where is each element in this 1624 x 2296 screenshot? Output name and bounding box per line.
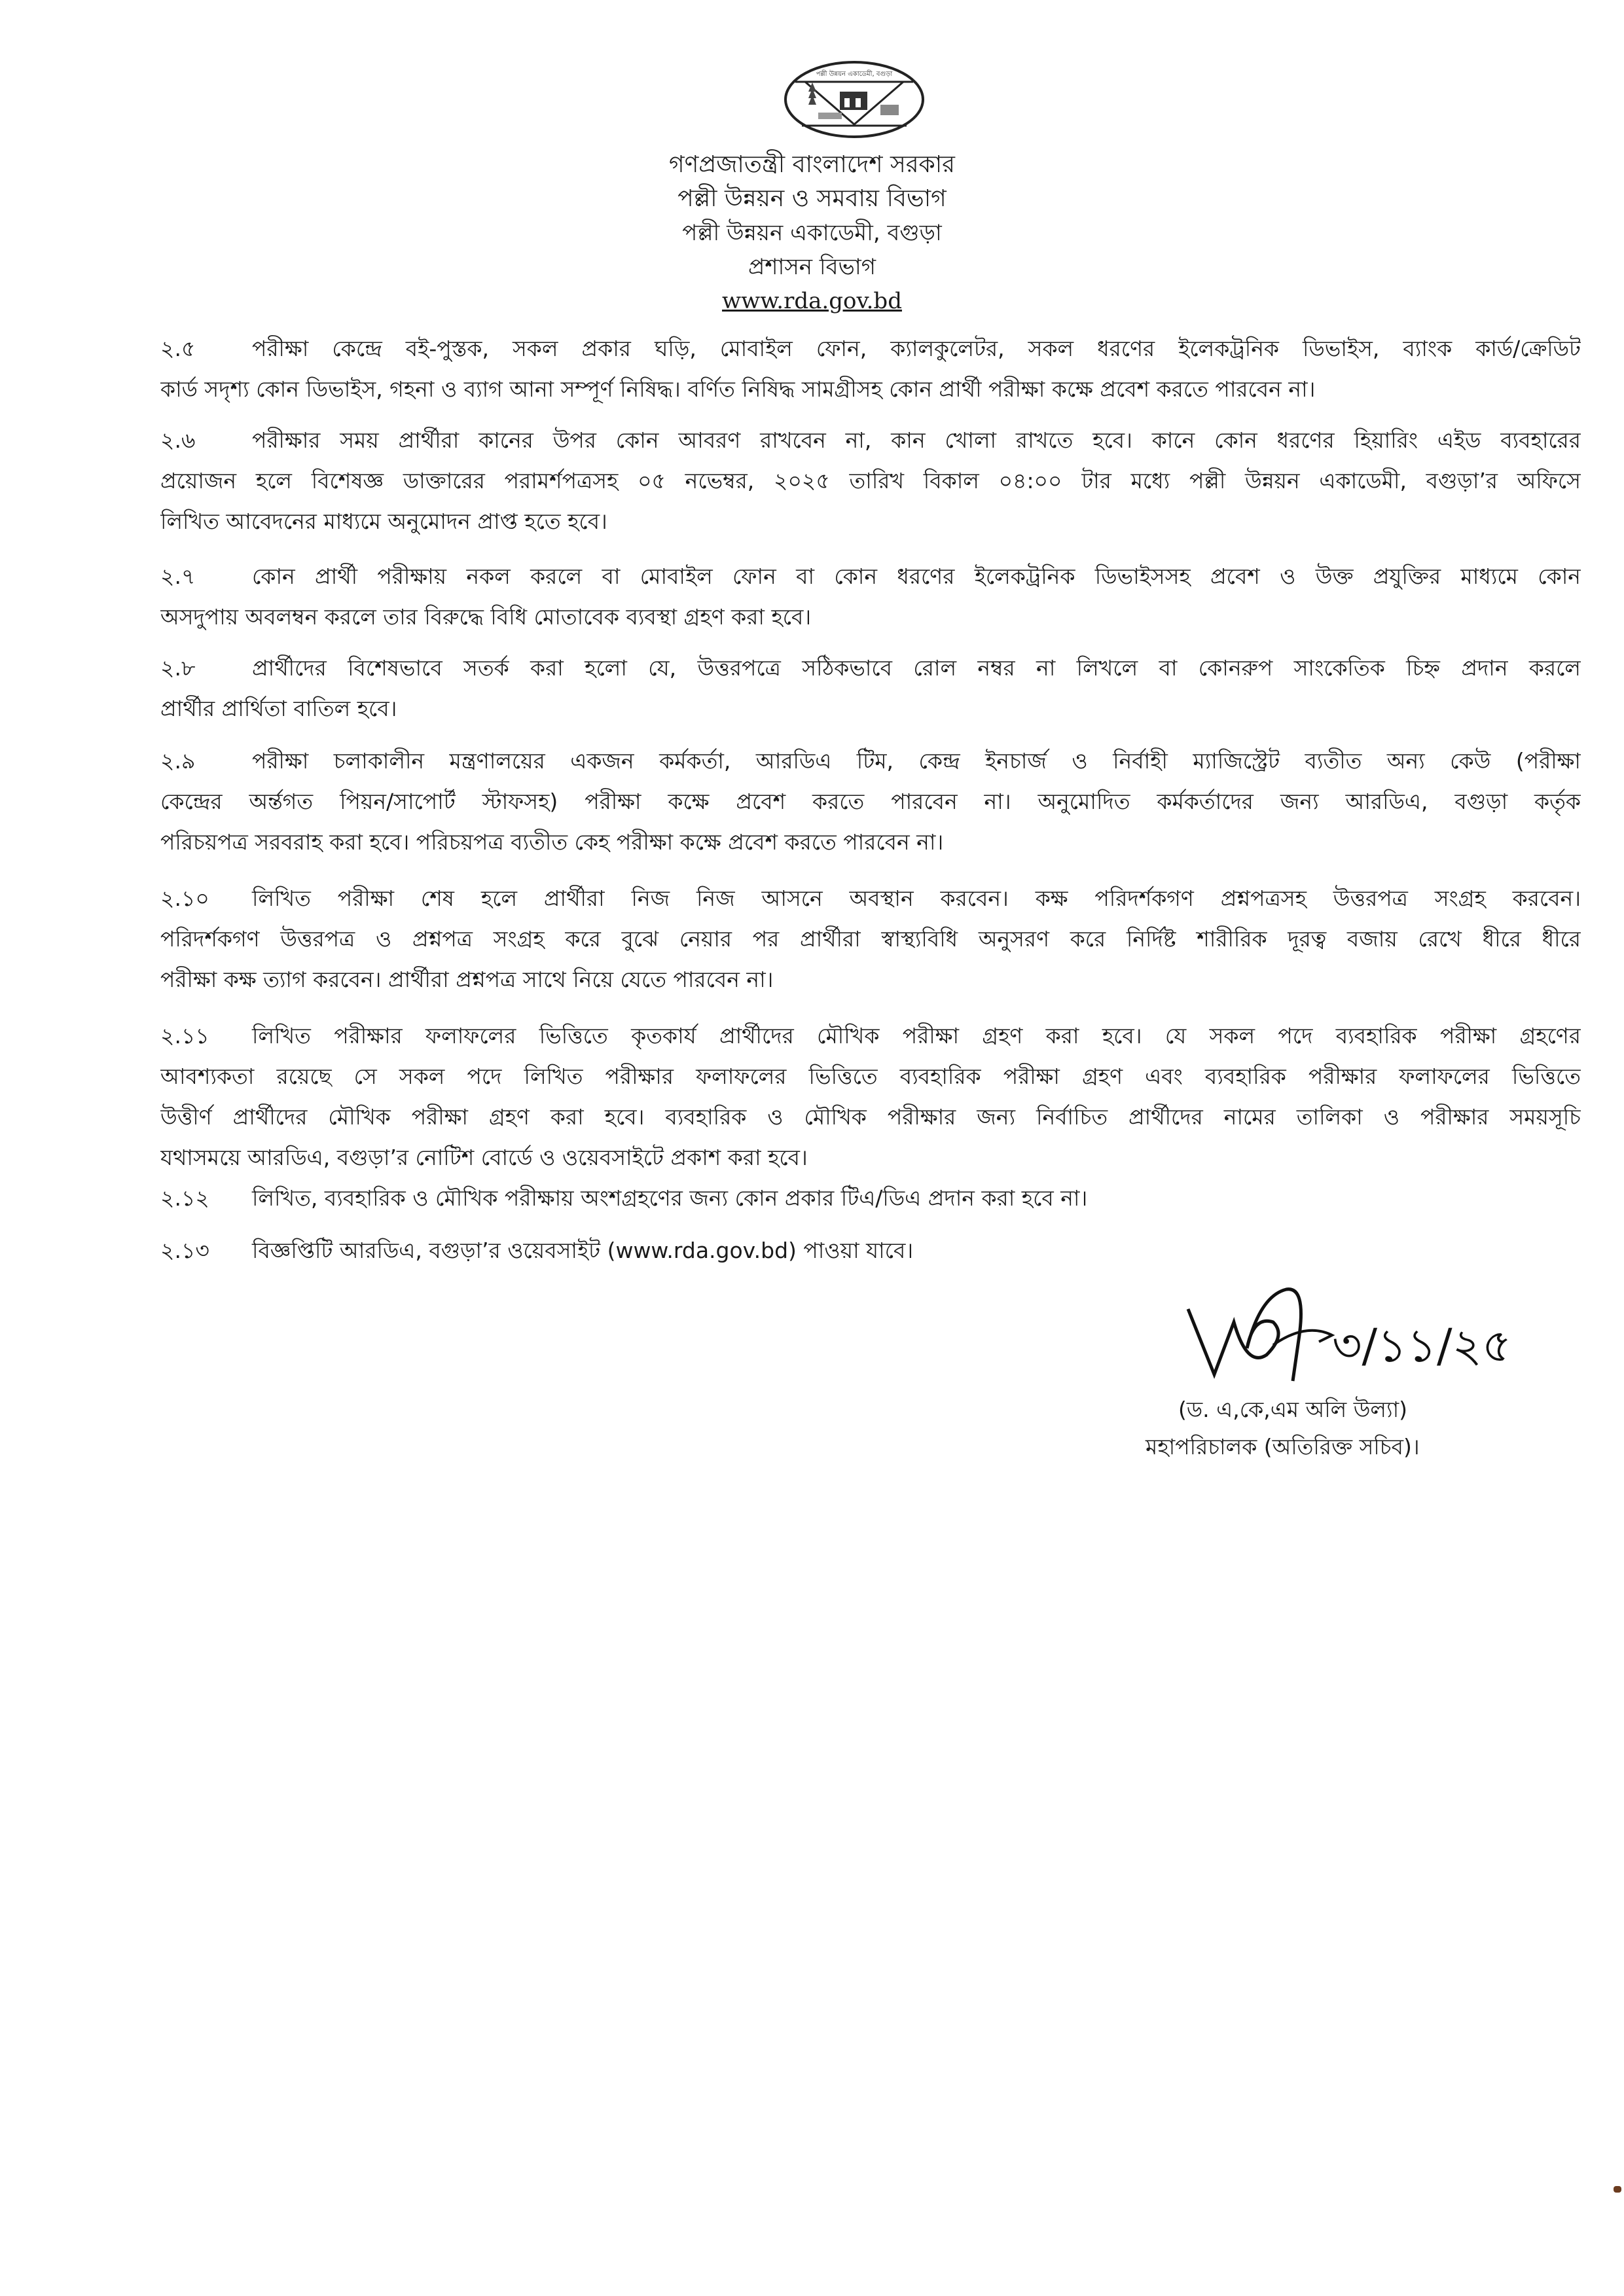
signature-date: ৩/১১/২৫	[1332, 1319, 1512, 1372]
clause-text-line: অসদুপায় অবলম্বন করলে তার বিরুদ্ধে বিধি মোতাবেক ব্যবস্থা গ্রহণ করা হবে।	[160, 604, 812, 630]
clause-text-line: কোন প্রার্থী পরীক্ষায় নকল করলে বা মোবাইল ফোন বা কোন ধরণের ইলেকট্রনিক ডিভাইসসহ প্রবেশ ও উক্ত প্রযুক্তির মাধ্যমে কোন	[252, 564, 1581, 589]
clause-2-10	[160, 878, 1581, 1000]
clause-text-line: বিজ্ঞপ্তিটি আরডিএ, বগুড়া’র ওয়েবসাইট (www.rda.gov.bd) পাওয়া যাবে।	[252, 1238, 914, 1263]
clause-text-line: লিখিত পরীক্ষার ফলাফলের ভিত্তিতে কৃতকার্য প্রার্থীদের মৌখিক পরীক্ষা গ্রহণ করা হবে। যে সকল পদে ব্যবহারিক পরীক্ষা গ্রহণের	[252, 1023, 1581, 1049]
clause-text-line: পরীক্ষা কেন্দ্রে বই-পুস্তক, সকল প্রকার ঘড়ি, মোবাইল ফোন, ক্যালকুলেটর, সকল ধরণের ইলেকট্রনিক ডিভাইস, ব্যাংক কার্ড/ক্রেডিট	[252, 336, 1581, 361]
clause-number: ২.৮	[160, 655, 196, 681]
academy-logo	[782, 59, 926, 141]
clause-number: ২.৯	[160, 748, 196, 774]
clause-2-7	[160, 556, 1581, 637]
clause-text-line: পরিদর্শকগণ উত্তরপত্র ও প্রশ্নপত্র সংগ্রহ করে বুঝে নেয়ার পর প্রার্থীরা স্বাস্থ্যবিধি অনুসরণ করে নির্দিষ্ট শারীরিক দূরত্ব বজায় রেখে ধীরে ধীরে	[160, 926, 1581, 952]
clause-text-line: লিখিত, ব্যবহারিক ও মৌখিক পরীক্ষায় অংশগ্রহণের জন্য কোন প্রকার টিএ/ডিএ প্রদান করা হবে না।	[252, 1185, 1088, 1211]
website-link[interactable]: www.rda.gov.bd	[722, 288, 902, 314]
department-name: প্রশাসন বিভাগ	[748, 254, 876, 280]
clause-text-line: পরীক্ষা চলাকালীন মন্ত্রণালয়ের একজন কর্মকর্তা, আরডিএ টিম, কেন্দ্র ইনচার্জ ও নির্বাহী ম্যাজিস্ট্রেট ব্যতীত অন্য কেউ (পরীক্ষা	[252, 748, 1581, 774]
clause-text-line: কেন্দ্রের অর্ন্তগত পিয়ন/সাপোর্ট স্টাফসহ) পরীক্ষা কক্ষে প্রবেশ করতে পারবেন না। অনুমোদিত কর্মকর্তাদের জন্য আরডিএ, বগুড়া কর্তৃক	[160, 789, 1581, 814]
clause-2-13	[160, 1230, 1581, 1271]
clause-2-5	[160, 329, 1581, 410]
clause-number: ২.১৩	[160, 1238, 209, 1263]
clause-text-line: পরীক্ষা কক্ষ ত্যাগ করবেন। প্রার্থীরা প্রশ্নপত্র সাথে নিয়ে যেতে পারবেন না।	[160, 967, 774, 992]
scan-mark	[1614, 2186, 1621, 2193]
letterhead	[0, 148, 1624, 318]
handwritten-signature	[1175, 1283, 1515, 1401]
clause-number: ২.১২	[160, 1185, 209, 1211]
clause-number: ২.৬	[160, 427, 196, 453]
clause-2-12	[160, 1178, 1581, 1219]
clause-2-8	[160, 648, 1581, 729]
clause-2-6	[160, 420, 1581, 542]
signatory-name: (ড. এ,কে,এম অলি উল্যা)	[1178, 1397, 1408, 1422]
clause-text-line: পরিচয়পত্র সরবরাহ করা হবে। পরিচয়পত্র ব্যতীত কেহ পরীক্ষা কক্ষে প্রবেশ করতে পারবেন না।	[160, 829, 944, 855]
clause-number: ২.১০	[160, 886, 209, 911]
clause-text-line: উত্তীর্ণ প্রার্থীদের মৌখিক পরীক্ষা গ্রহণ করা হবে। ব্যবহারিক ও মৌখিক পরীক্ষার জন্য নির্বাচিত প্রার্থীদের নামের তালিকা ও পরীক্ষার সময়সূচি	[160, 1104, 1581, 1130]
clause-text-line: প্রয়োজন হলে বিশেষজ্ঞ ডাক্তারের পরামর্শপত্রসহ ০৫ নভেম্বর, ২০২৫ তারিখ বিকাল ০৪:০০ টার মধ্যে পল্লী উন্নয়ন একাডেমী, বগুড়া’র অফিসে	[160, 468, 1581, 493]
clause-number: ২.১১	[160, 1023, 209, 1049]
clause-number: ২.৭	[160, 564, 196, 589]
clause-text-line: পরীক্ষার সময় প্রার্থীরা কানের উপর কোন আবরণ রাখবেন না, কান খোলা রাখতে হবে। কানে কোন ধরণের হিয়ারিং এইড ব্যবহারের	[252, 427, 1581, 453]
clause-text-line: প্রার্থীদের বিশেষভাবে সতর্ক করা হলো যে, উত্তরপত্রে সঠিকভাবে রোল নম্বর না লিখলে বা কোনরুপ সাংকেতিক চিহ্ন প্রদান করলে	[252, 655, 1581, 681]
clause-text-line: যথাসময়ে আরডিএ, বগুড়া’র নোটিশ বোর্ডে ও ওয়েবসাইটে প্রকাশ করা হবে।	[160, 1145, 808, 1170]
signatory-title: মহাপরিচালক (অতিরিক্ত সচিব)।	[1146, 1434, 1420, 1460]
clause-text-line: লিখিত আবেদনের মাধ্যমে অনুমোদন প্রাপ্ত হতে হবে।	[160, 509, 607, 534]
division-name: পল্লী উন্নয়ন ও সমবায় বিভাগ	[677, 185, 947, 212]
clause-number: ২.৫	[160, 336, 196, 361]
logo-text: পল্লী উন্নয়ন একাডেমী, বগুড়া	[816, 71, 893, 78]
clause-2-11	[160, 1016, 1581, 1178]
academy-name: পল্লী উন্নয়ন একাডেমী, বগুড়া	[682, 220, 942, 246]
clause-text-line: কার্ড সদৃশ্য কোন ডিভাইস, গহনা ও ব্যাগ আনা সম্পূর্ণ নিষিদ্ধ। বর্ণিত নিষিদ্ধ সামগ্রীসহ কোন প্রার্থী পরীক্ষা কক্ষে প্রবেশ করতে পারবেন না।	[160, 376, 1316, 402]
clause-2-9	[160, 741, 1581, 863]
clause-text-line: প্রার্থীর প্রার্থিতা বাতিল হবে।	[160, 696, 397, 721]
clause-text-line: আবশ্যকতা রয়েছে সে সকল পদে লিখিত পরীক্ষার ফলাফলের ভিত্তিতে ব্যবহারিক পরীক্ষা গ্রহণ এবং ব্যবহারিক পরীক্ষার ফলাফলের ভিত্তিতে	[160, 1064, 1581, 1089]
government-name: গণপ্রজাতন্ত্রী বাংলাদেশ সরকার	[668, 151, 955, 178]
clause-text-line: লিখিত পরীক্ষা শেষ হলে প্রার্থীরা নিজ নিজ আসনে অবস্থান করবেন। কক্ষ পরিদর্শকগণ প্রশ্নপত্রসহ উত্তরপত্র সংগ্রহ করবেন।	[252, 886, 1581, 911]
